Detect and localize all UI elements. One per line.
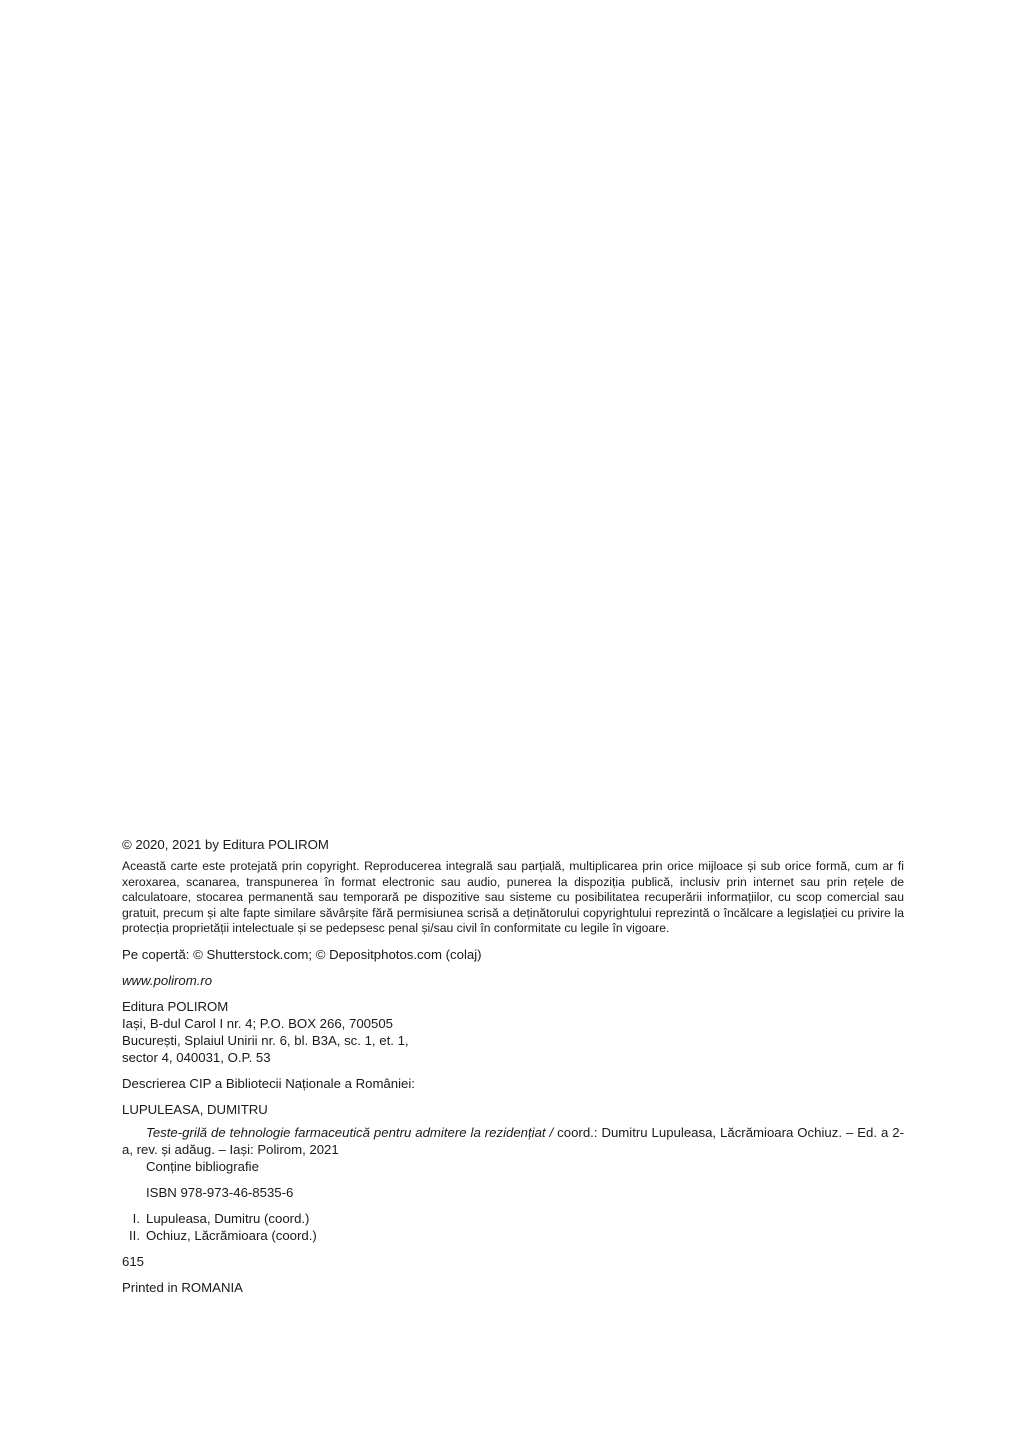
list-number: II. <box>129 1227 140 1243</box>
cip-title-details: coord.: Dumitru Lupuleasa, Lăcrămioara Ochiuz. – Ed. a 2-a, rev. și adăug. – Iași: Polirom, 2021 <box>122 1124 904 1157</box>
copyright-line: © 2020, 2021 by Editura POLIROM <box>122 837 329 852</box>
contributor-name: Lupuleasa, Dumitru (coord.) <box>146 1210 310 1226</box>
publisher-address <box>122 998 904 1066</box>
contributors-list <box>122 1210 904 1244</box>
list-item <box>122 1227 904 1244</box>
colophon-block <box>122 836 904 1296</box>
cip-title-entry <box>122 1124 904 1158</box>
classification-code: 615 <box>122 1253 145 1269</box>
address-line: Iași, B-dul Carol I nr. 4; P.O. BOX 266, 700505 <box>122 1015 393 1031</box>
isbn: ISBN 978-973-46-8535-6 <box>146 1184 294 1200</box>
address-line: sector 4, 040031, O.P. 53 <box>122 1049 271 1065</box>
printed-in: Printed in ROMANIA <box>122 1279 243 1295</box>
cip-main-entry: LUPULEASA, DUMITRU <box>122 1101 268 1117</box>
cip-note: Conține bibliografie <box>146 1158 259 1174</box>
list-number: I. <box>132 1210 140 1226</box>
publisher-website-link[interactable]: www.polirom.ro <box>122 972 213 988</box>
cip-title: Teste-grilă de tehnologie farmaceutică pentru admitere la rezidențiat / <box>146 1124 554 1140</box>
legal-notice: Această carte este protejată prin copyright. Reproducerea integrală sau parțială, multiplicarea prin orice mijloace și sub orice formă, cum ar fi xeroxarea, scanarea, transpunerea în format electronic sau audio, punerea la dispoziția publică, inclusiv prin internet sau prin rețele de calculatoare, stocarea permanentă sau temporară pe dispozitive sau sisteme cu posibilitatea recuperării informațiilor, cu scop comercial sau gratuit, precum și alte fapte similare săvârșite fără permisiunea scrisă a deținătorului copyrightului reprezintă o încălcare a legislației cu privire la protecția proprietății intelectuale și se pedepsesc penal și/sau civil în conformitate cu legile în vigoare. <box>122 859 904 936</box>
address-line: București, Splaiul Unirii nr. 6, bl. B3A, sc. 1, et. 1, <box>122 1032 409 1048</box>
cover-credit: Pe copertă: © Shutterstock.com; © Depositphotos.com (colaj) <box>122 946 482 962</box>
contributor-name: Ochiuz, Lăcrămioara (coord.) <box>146 1227 317 1243</box>
cip-heading: Descrierea CIP a Bibliotecii Naționale a României: <box>122 1075 415 1091</box>
publisher-name: Editura POLIROM <box>122 998 229 1014</box>
list-item <box>122 1210 904 1227</box>
